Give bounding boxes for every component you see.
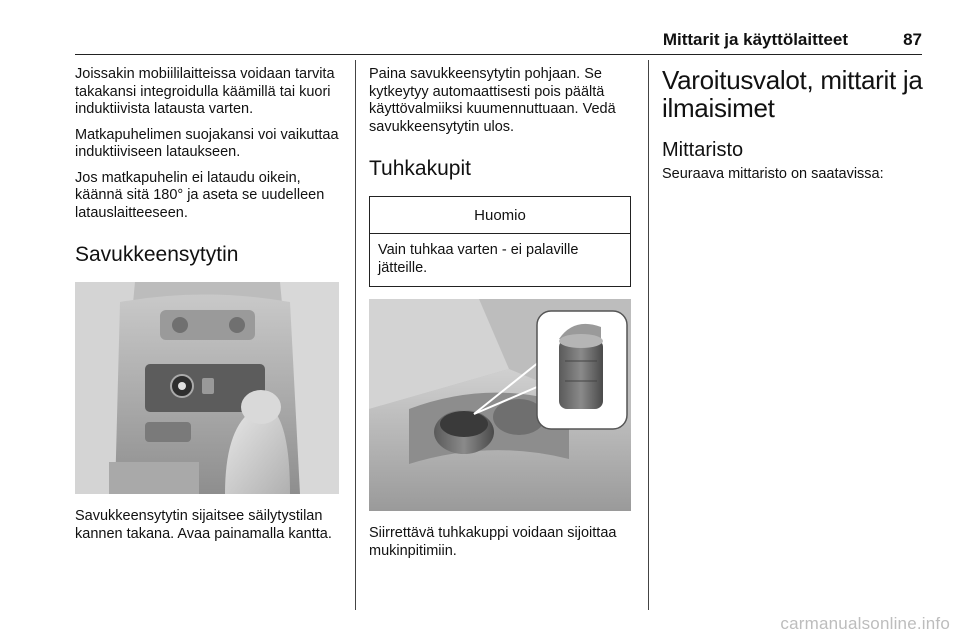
notice-body: Vain tuhkaa varten - ei palaville jätteille. [378, 242, 579, 276]
section-title: Savukkeensytytin [75, 243, 239, 266]
paragraph: Seuraava mittaristo on saatavissa: [662, 166, 884, 182]
column-3 [662, 66, 930, 192]
paragraph: Matkapuhelimen suojakansi voi vaikuttaa induktiiviseen lataukseen. [75, 126, 339, 160]
paragraph: Jos matkapuhelin ei lataudu oikein, käännä sitä 180° ja aseta se uudelleen latauslaitteeseen. [75, 169, 325, 221]
column-1 [75, 66, 343, 551]
column-2 [369, 66, 633, 568]
watermark: carmanualsonline.info [780, 614, 950, 633]
paragraph: Joissakin mobiililaitteissa voidaan tarvita takakansi integroidulla käämillä tai kuori induktiivista latausta varten. [75, 66, 335, 117]
column-divider [355, 60, 356, 610]
notice-title: Huomio [370, 197, 630, 234]
page-header [75, 28, 922, 55]
header-title: Mittarit ja käyttölaitteet [662, 30, 848, 49]
column-divider [648, 60, 649, 610]
ashtray-illustration [369, 299, 631, 511]
section-title: Mittaristo [662, 139, 744, 161]
notice-box [369, 196, 631, 287]
page-number: 87 [903, 30, 922, 49]
paragraph: Paina savukkeensytytin pohjaan. Se kytkeytyy automaattisesti pois päältä käyttövalmiiksi kuumennuttuaan. Vedä savukkeensytytin ulos. [369, 66, 616, 135]
cigarette-lighter-illustration [75, 282, 339, 494]
figure-caption: Savukkeensytytin sijaitsee säilytystilan kannen takana. Avaa painamalla kantta. [75, 508, 332, 542]
section-title: Tuhkakupit [369, 157, 471, 180]
chapter-title: Varoitusvalot, mittarit ja ilmaisimet [662, 65, 923, 123]
figure-caption: Siirrettävä tuhkakuppi voidaan sijoittaa mukinpitimiin. [369, 525, 617, 559]
